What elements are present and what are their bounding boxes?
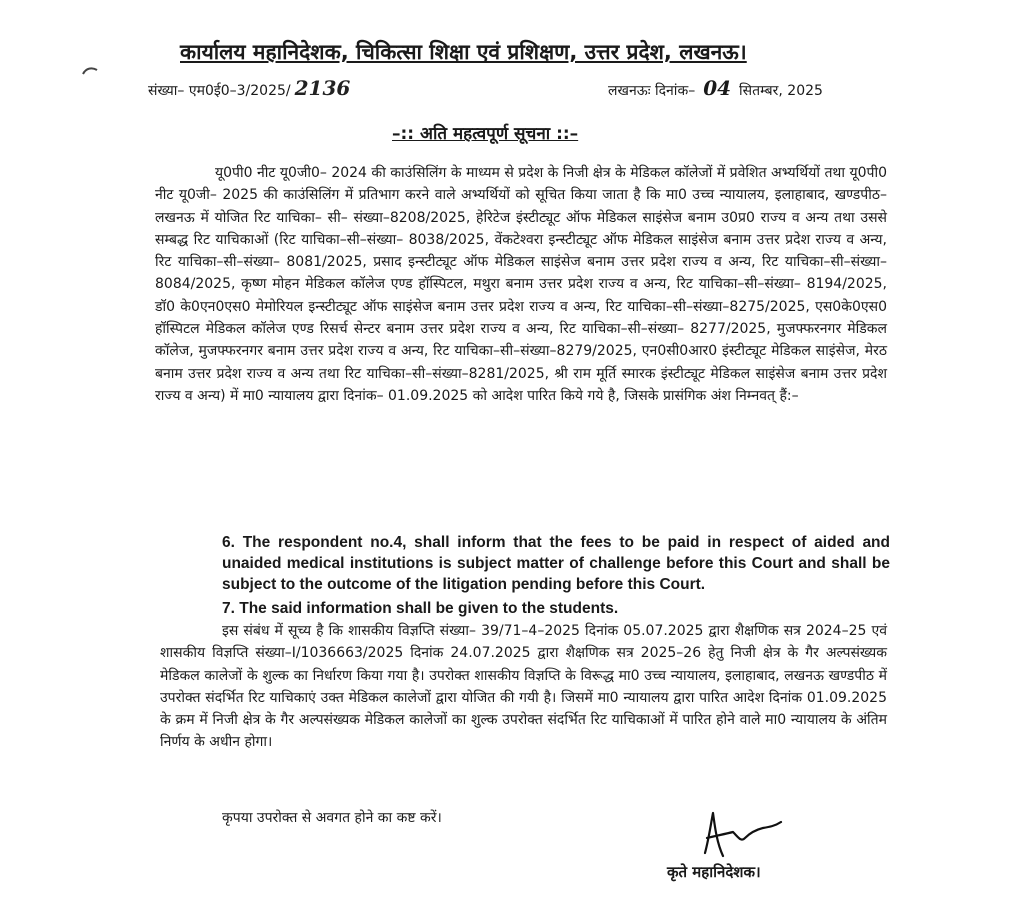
office-title: कार्यालय महानिदेशक, चिकित्सा शिक्षा एवं प्रशिक्षण, उत्तर प्रदेश, लखनऊ। <box>180 40 747 64</box>
scan-artifact-mark <box>82 66 98 76</box>
signature-image <box>695 808 785 868</box>
court-order-quote-6: 6. The respondent no.4, shall inform that the fees to be paid in respect of aided and unaided medical institutions is subject matter of challenge before this Court and shall be subject to the outcome of the litigation pending before this Court. <box>222 534 890 593</box>
reference-prefix: संख्या– एम0ई0–3/2025/ <box>148 83 291 99</box>
notice-heading: –:: अति महत्वपूर्ण सूचना ::– <box>392 124 579 144</box>
signatory: कृते महानिदेशक। <box>667 863 761 881</box>
court-order-quote-7: 7. The said information shall be given to the students. <box>222 600 619 617</box>
handwritten-date-day: 04 <box>703 76 732 100</box>
date-suffix: सितम्बर, 2025 <box>739 83 823 99</box>
issue-date <box>608 76 823 100</box>
handwritten-reference-number: 2136 <box>294 76 351 100</box>
body-paragraph-1: यू0पी0 नीट यू0जी0– 2024 की काउंसिलिंग के माध्यम से प्रदेश के निजी क्षेत्र के मेडिकल कॉलेजों में प्रवेशित अभ्यर्थियों तथा यू0पी0 नीट यू0जी– 2025 की काउंसिलिंग में प्रतिभाग करने वाले अभ्यर्थियों को सूचित किया जाता है कि मा0 उच्च न्यायालय, इलाहाबाद, खण्डपीठ–लखनऊ में योजित रिट याचिका– सी– संख्या–8208/2025, हेरिटेज इंस्टीट्यूट ऑफ मेडिकल साइंसेज बनाम उ0प्र0 राज्य व अन्य तथा उससे सम्बद्ध रिट याचिकाओं (रिट याचिका–सी–संख्या– 8038/2025, वेंकटेश्वरा इन्स्टीट्यूट ऑफ मेडिकल साइंसेज बनाम उत्तर प्रदेश राज्य व अन्य, रिट याचिका–सी–संख्या– 8081/2025, प्रसाद इन्स्टीट्यूट ऑफ मेडिकल साइंसेज बनाम उत्तर प्रदेश राज्य व अन्य, रिट याचिका–सी–संख्या– 8084/2025, कृष्ण मोहन मेडिकल कॉलेज एण्ड हॉस्पिटल, मथुरा बनाम उत्तर प्रदेश राज्य व अन्य, रिट याचिका–सी–संख्या– 8194/2025, डॉ0 के0एन0एस0 मेमोरियल इन्स्टीट्यूट ऑफ साइंसेज बनाम उत्तर प्रदेश राज्य व अन्य, रिट याचिका–सी–संख्या–8275/2025, एस0के0एस0 हॉस्पिटल मेडिकल कॉलेज एण्ड रिसर्च सेन्टर बनाम उत्तर प्रदेश राज्य व अन्य, रिट याचिका–सी–संख्या– 8277/2025, मुजफ्फरनगर मेडिकल कॉलेज, मुजफ्फरनगर बनाम उत्तर प्रदेश राज्य व अन्य, रिट याचिका–सी–संख्या–8279/2025, एन0सी0आर0 इंस्टीट्यूट मेडिकल साइंसेज, मेरठ बनाम उत्तर प्रदेश राज्य व अन्य तथा रिट याचिका–सी–संख्या–8281/2025, श्री राम मूर्ति स्मारक इंस्टीट्यूट मेडिकल साइंसेज बनाम उत्तर प्रदेश राज्य व अन्य) में मा0 न्यायालय द्वारा दिनांक– 01.09.2025 को आदेश पारित किये गये है, जिसके प्रासंगिक अंश निम्नवत् हैं:– <box>155 165 887 404</box>
date-prefix: लखनऊः दिनांक– <box>608 83 696 99</box>
body-paragraph-2: इस संबंध में सूच्य है कि शासकीय विज्ञप्ति संख्या– 39/71–4–2025 दिनांक 05.07.2025 द्वारा शैक्षणिक सत्र 2024–25 एवं शासकीय विज्ञप्ति संख्या–I/1036663/2025 दिनांक 24.07.2025 द्वारा शैक्षणिक सत्र 2025–26 हेतु निजी क्षेत्र के गैर अल्पसंख्यक मेडिकल कालेजों के शुल्क का निर्धारण किया गया है। उपरोक्त शासकीय विज्ञप्ति के विरूद्ध मा0 उच्च न्यायालय, इलाहाबाद, लखनऊ खण्डपीठ में उपरोक्त संदर्भित रिट याचिकाएं उक्त मेडिकल कालेजों द्वारा योजित की गयी है। जिसमें मा0 न्यायालय द्वारा पारित आदेश दिनांक 01.09.2025 के क्रम में निजी क्षेत्र के गैर अल्पसंख्यक मेडिकल कालेजों का शुल्क उपरोक्त संदर्भित रिट याचिकाओं में पारित होने वाले मा0 न्यायालय के अंतिम निर्णय के अधीन होगा। <box>160 623 887 751</box>
request-line: कृपया उपरोक्त से अवगत होने का कष्ट करें। <box>222 810 442 826</box>
reference-number <box>148 76 350 100</box>
